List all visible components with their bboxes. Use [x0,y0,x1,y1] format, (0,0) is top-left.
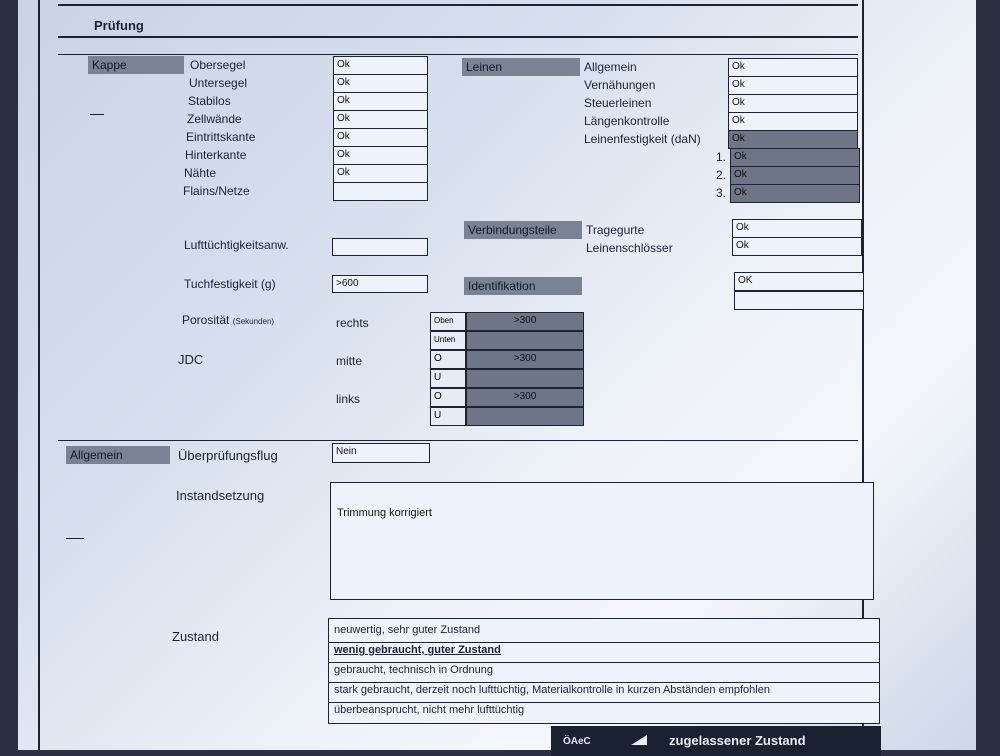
top-rule [58,4,858,6]
verbindungsteile-item-label: Leinenschlösser [586,241,673,255]
leinen-test-number: 2. [716,168,727,182]
kappe-item-label: Eintrittskante [186,130,256,144]
kappe-item-label: Untersegel [189,76,248,90]
porositaet-u-value[interactable] [466,331,584,350]
zustand-divider [328,662,880,663]
leinen-item-field[interactable]: Ok [728,58,858,77]
section-leinen: Leinen [462,58,580,76]
kappe-item-label: Obersegel [190,58,246,72]
porositaet-u-value[interactable] [466,369,584,388]
verbindungsteile-item-field[interactable]: Ok [732,237,862,256]
kappe-item-field[interactable]: Ok [333,56,428,75]
identifikation-field-1[interactable]: OK [734,272,864,291]
ueberpruefungsflug-field[interactable]: Nein [332,443,430,463]
instandsetzung-label: Instandsetzung [176,488,265,503]
kappe-item-label: Stabilos [188,94,231,108]
tuchfestigkeit-label: Tuchfestigkeit (g) [184,277,276,291]
section-kappe: Kappe [88,56,184,74]
zustand-option[interactable]: neuwertig, sehr guter Zustand [334,624,481,636]
kappe-item-field[interactable]: Ok [333,146,428,165]
verbindungsteile-item-label: Tragegurte [586,223,645,237]
porositaet-u-cell: U [430,369,466,388]
lufttuechtigkeit-field[interactable] [332,238,428,256]
porositaet-label [182,313,274,327]
kappe-item-field[interactable]: Ok [333,110,428,129]
zustand-label: Zustand [172,629,219,644]
leinen-item-label: Vernähungen [584,78,656,92]
porositaet-method: JDC [178,352,204,367]
porositaet-o-cell: Oben [430,312,466,331]
ueberpruefungsflug-label: Überprüfungsflug [178,448,278,463]
triangle-icon [631,735,647,745]
dash-mark-2 [66,538,84,539]
porositaet-unit: (Sekunden) [232,317,275,326]
kappe-item-field[interactable]: Ok [333,92,428,111]
porositaet-o-value[interactable]: >300 [466,350,584,369]
subheader-rule [58,54,858,55]
footer-status: zugelassener Zustand [669,733,806,748]
kappe-item-field[interactable]: Ok [333,164,428,183]
kappe-item-label: Nähte [184,166,217,180]
porositaet-position: mitte [336,354,363,368]
kappe-item-field[interactable]: Ok [333,74,428,93]
porositaet-o-cell: O [430,388,466,407]
porositaet-position: links [336,392,361,406]
porositaet-o-value[interactable]: >300 [466,388,584,407]
leinen-test-number: 1. [716,150,727,164]
zustand-option[interactable]: überbeansprucht, nicht mehr lufttüchtig [334,704,525,716]
identifikation-field-2[interactable] [734,291,864,310]
porositaet-u-cell: Unten [430,331,466,350]
footer-org: ÖAeC [563,736,591,747]
tuchfestigkeit-field[interactable]: >600 [332,275,428,293]
leinen-item-label: Leinenfestigkeit (daN) [584,132,701,146]
header-rule [58,36,858,38]
kappe-item-field[interactable] [333,182,428,201]
leinen-test-number: 3. [716,186,727,200]
leinen-item-field[interactable]: Ok [728,76,858,95]
section-verbindungsteile: Verbindungsteile [464,221,582,239]
page-title: Prüfung [94,18,144,33]
section-identifikation: Identifikation [464,277,582,295]
verbindungsteile-item-field[interactable]: Ok [732,219,862,238]
instandsetzung-field[interactable]: Trimmung korrigiert [330,482,874,600]
leinen-item-label: Allgemein [584,60,637,74]
kappe-item-field[interactable]: Ok [333,128,428,147]
leinen-item-field[interactable]: Ok [728,94,858,113]
zustand-option[interactable]: stark gebraucht, derzeit noch lufttüchtig, Materialkontrolle in kurzen Abständen empfohlen [334,684,770,696]
leinen-item-label: Längenkontrolle [584,114,670,128]
zustand-option[interactable]: gebraucht, technisch in Ordnung [334,664,493,676]
porositaet-position: rechts [336,316,369,330]
leinen-item-field[interactable]: Ok [728,130,858,149]
leinen-item-field[interactable]: Ok [728,112,858,131]
section-allgemein: Allgemein [66,446,170,464]
kappe-item-label: Hinterkante [185,148,247,162]
leinen-item-label: Steuerleinen [584,96,652,110]
kappe-item-label: Flains/Netze [183,184,250,198]
zustand-divider [328,642,880,643]
porositaet-o-cell: O [430,350,466,369]
zustand-option[interactable]: wenig gebraucht, guter Zustand [334,644,501,656]
zustand-divider [328,702,880,703]
porositaet-u-cell: U [430,407,466,426]
leinen-test-field[interactable]: Ok [730,148,860,167]
porositaet-title: Porosität [182,313,230,327]
lufttuechtigkeit-label: Lufttüchtigkeitsanw. [184,238,289,252]
porositaet-o-value[interactable]: >300 [466,312,584,331]
porositaet-u-value[interactable] [466,407,584,426]
leinen-test-field[interactable]: Ok [730,184,860,203]
zustand-divider [328,682,880,683]
kappe-item-label: Zellwände [187,112,242,126]
dash-mark [90,114,104,115]
section-divider [58,440,858,441]
footer-banner [551,726,881,756]
leinen-test-field[interactable]: Ok [730,166,860,185]
